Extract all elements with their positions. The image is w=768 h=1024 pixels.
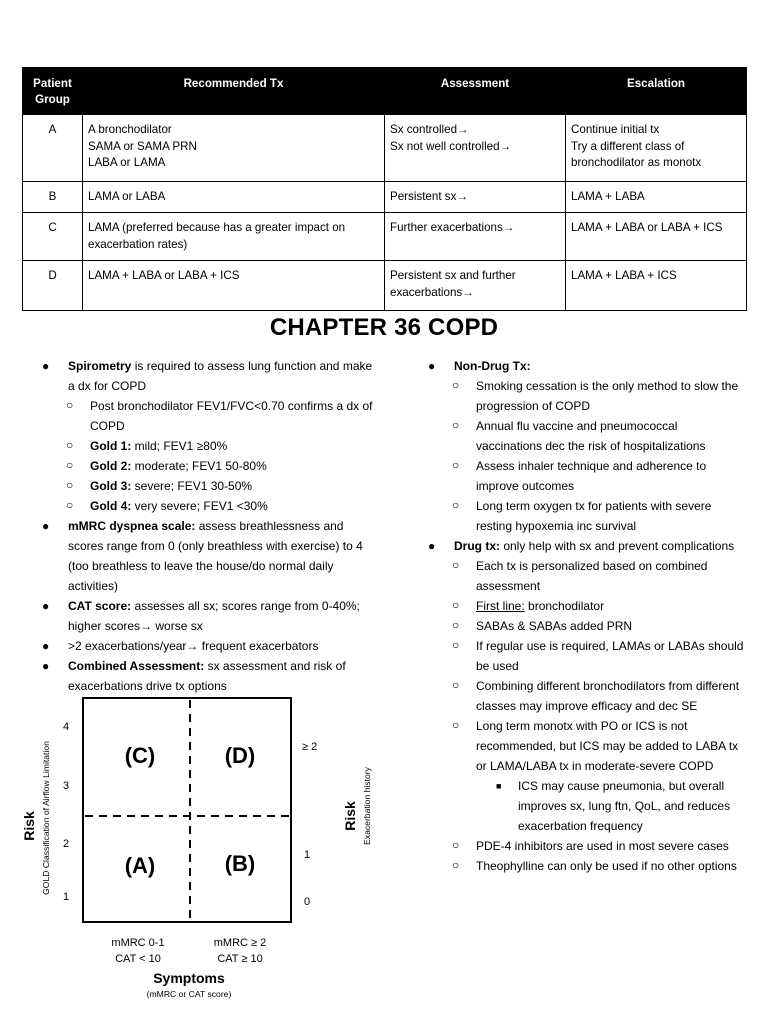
list-item (66, 496, 374, 516)
bullet-icon: ● (42, 519, 50, 533)
list-item (452, 616, 746, 636)
group-cell: B (23, 182, 83, 213)
item-text: Long term oxygen tx for patients with severe resting hypoxemia inc survival (476, 499, 712, 533)
right-bullet-list (428, 356, 746, 876)
term-label: Non-Drug Tx: (454, 359, 531, 373)
left-tick-1: 1 (62, 891, 70, 903)
x-label-col1-line1: mMRC 0-1 (111, 937, 165, 949)
circle-bullet-icon: ○ (452, 858, 460, 872)
group-cell: A (23, 115, 83, 182)
assessment-cell (385, 213, 566, 261)
assessment-line: Sx controlled→ (390, 123, 469, 136)
tx-line: A bronchodilator (88, 123, 172, 136)
assessment-line: Persistent sx→ (390, 190, 468, 203)
tx-line: SAMA or SAMA PRN (88, 139, 197, 153)
list-item (452, 496, 746, 536)
assessment-line: Further exacerbations→ (390, 221, 515, 234)
list-item (496, 776, 746, 836)
circle-bullet-icon: ○ (452, 598, 460, 612)
item-text: is required to assess lung function and make a dx for COPD (68, 359, 373, 393)
right-tick-2plus: ≥ 2 (302, 741, 318, 753)
assessment-line: Persistent sx and further (390, 269, 516, 282)
escalation-line: Try a different class of (571, 139, 685, 153)
list-item (66, 476, 374, 496)
item-text: Smoking cessation is the only method to slow the progression of COPD (476, 379, 739, 413)
escalation-cell (566, 182, 747, 213)
header-recommended-tx: Recommended Tx (83, 68, 385, 115)
tx-line: LAMA or LABA (88, 190, 166, 203)
item-text: assess breathlessness and scores range from 0 (only breathless with exercise) to 4 (too breathless to leave the house/do normal daily activities) (68, 519, 363, 593)
circle-bullet-icon: ○ (452, 558, 460, 572)
assessment-cell (385, 261, 566, 311)
bullet-icon: ● (428, 359, 436, 373)
escalation-cell (566, 115, 747, 182)
table-row (23, 182, 747, 213)
quadrant-a-label: (A) (124, 853, 156, 878)
group-cell: D (23, 261, 83, 311)
circle-bullet-icon: ○ (66, 458, 74, 472)
circle-bullet-icon: ○ (452, 838, 460, 852)
treatment-table (22, 67, 747, 311)
right-column (428, 356, 746, 876)
x-label-col2-line2: CAT ≥ 10 (217, 953, 263, 965)
quadrant-c-label: (C) (124, 743, 156, 768)
quadrant-b-label: (B) (224, 851, 256, 876)
list-item (66, 456, 374, 476)
item-text: assesses all sx; scores range from 0-40%; higher scores→ worse sx (68, 599, 360, 633)
circle-bullet-icon: ○ (66, 498, 74, 512)
right-tick-1: 1 (304, 849, 311, 861)
circle-bullet-icon: ○ (66, 398, 74, 412)
item-text: >2 exacerbations/year→ frequent exacerbators (68, 639, 319, 653)
tx-line: exacerbation rates) (88, 237, 188, 251)
list-item (42, 356, 374, 396)
table-row (23, 261, 747, 311)
circle-bullet-icon: ○ (452, 458, 460, 472)
tx-line: LAMA (preferred because has a greater impact on (88, 221, 346, 234)
list-item (66, 396, 374, 436)
term-label: Gold 3: (90, 479, 132, 493)
left-column (42, 356, 374, 696)
term-label: Drug tx: (454, 539, 500, 553)
item-text: If regular use is required, LAMAs or LABAs should be used (476, 639, 744, 673)
circle-bullet-icon: ○ (66, 438, 74, 452)
item-text: mild; FEV1 ≥80% (131, 439, 228, 453)
escalation-cell (566, 213, 747, 261)
item-text: Post bronchodilator FEV1/FVC<0.70 confirms a dx of COPD (90, 399, 373, 433)
escalation-line: LAMA + LABA (571, 190, 645, 203)
tx-line: LABA or LAMA (88, 156, 166, 169)
item-text: bronchodilator (524, 599, 605, 613)
left-axis-title: Risk (21, 811, 37, 841)
list-item (452, 716, 746, 776)
assessment-cell (385, 182, 566, 213)
list-item (428, 356, 746, 376)
header-escalation: Escalation (566, 68, 747, 115)
item-text: Each tx is personalized based on combined assessment (476, 559, 708, 593)
circle-bullet-icon: ○ (452, 498, 460, 512)
escalation-line: bronchodilator as monotx (571, 156, 702, 169)
bullet-icon: ● (42, 359, 50, 373)
tx-cell (83, 213, 385, 261)
left-axis-subtitle: GOLD Classification of Airflow Limitation (41, 741, 51, 895)
right-tick-0: 0 (304, 896, 311, 908)
bullet-icon: ● (42, 659, 50, 673)
bullet-icon: ● (42, 599, 50, 613)
table-row (23, 115, 747, 182)
term-label: CAT score: (68, 599, 132, 613)
term-label: mMRC dyspnea scale: (68, 519, 196, 533)
assessment-cell (385, 115, 566, 182)
left-bullet-list (42, 356, 374, 696)
list-item (66, 436, 374, 456)
right-axis-subtitle: Exacerbation history (362, 767, 372, 845)
circle-bullet-icon: ○ (452, 638, 460, 652)
item-text: ICS may cause pneumonia, but overall improves sx, lung ftn, QoL, and reduces exacerbation frequency (518, 779, 731, 833)
chapter-title: CHAPTER 36 COPD (269, 314, 499, 341)
circle-bullet-icon: ○ (452, 618, 460, 632)
term-label: Combined Assessment: (68, 659, 205, 673)
escalation-cell (566, 261, 747, 311)
list-item (42, 636, 374, 656)
underlined-term: First line: (476, 599, 525, 613)
header-patient-group: Patient Group (23, 68, 83, 115)
header-assessment: Assessment (385, 68, 566, 115)
gold-assessment-diagram (14, 690, 384, 1010)
left-tick-3: 3 (62, 780, 70, 792)
item-text: Combining different bronchodilators from different classes may improve efficacy and dec SE (476, 679, 740, 713)
item-text: Long term monotx with PO or ICS is not recommended, but ICS may be added to LABA tx or LAMA/LABA tx in moderate-severe COPD (476, 719, 739, 773)
item-text: only help with sx and prevent complications (500, 539, 735, 553)
list-item (452, 856, 746, 876)
tx-cell (83, 182, 385, 213)
assessment-line: exacerbations→ (390, 285, 474, 299)
list-item (42, 516, 374, 596)
item-text: moderate; FEV1 50-80% (131, 459, 267, 473)
right-axis-title: Risk (342, 801, 358, 831)
table-header-row (23, 68, 747, 115)
circle-bullet-icon: ○ (66, 478, 74, 492)
item-text: Theophylline can only be used if no other options (476, 859, 737, 873)
list-item (452, 556, 746, 596)
circle-bullet-icon: ○ (452, 678, 460, 692)
x-axis-title: Symptoms (153, 970, 225, 986)
term-label: Gold 4: (90, 499, 132, 513)
left-tick-4: 4 (62, 721, 70, 733)
list-item (452, 376, 746, 416)
term-label: Gold 1: (90, 439, 132, 453)
x-label-col2-line1: mMRC ≥ 2 (213, 937, 267, 949)
list-item (42, 596, 374, 636)
tx-cell (83, 115, 385, 182)
circle-bullet-icon: ○ (452, 718, 460, 732)
list-item (428, 536, 746, 556)
list-item (452, 636, 746, 676)
table-row (23, 213, 747, 261)
quadrant-d-label: (D) (224, 743, 256, 768)
item-text: very severe; FEV1 <30% (131, 499, 268, 513)
escalation-line: Continue initial tx (571, 123, 660, 136)
circle-bullet-icon: ○ (452, 418, 460, 432)
term-label: Gold 2: (90, 459, 132, 473)
item-text: severe; FEV1 30-50% (131, 479, 253, 493)
tx-line: LAMA + LABA or LABA + ICS (88, 269, 240, 282)
tx-cell (83, 261, 385, 311)
x-label-col1-line2: CAT < 10 (115, 953, 161, 965)
bullet-icon: ● (428, 539, 436, 553)
term-label: Spirometry (68, 359, 132, 373)
item-text: sx assessment and risk of exacerbations drive tx options (68, 659, 346, 693)
escalation-line: LAMA + LABA or LABA + ICS (571, 221, 723, 234)
list-item (452, 456, 746, 496)
escalation-line: LAMA + LABA + ICS (571, 269, 677, 282)
x-axis-subtitle: (mMRC or CAT score) (146, 989, 232, 999)
list-item (452, 416, 746, 456)
bullet-icon: ● (42, 639, 50, 653)
item-text: Assess inhaler technique and adherence to improve outcomes (476, 459, 707, 493)
list-item (452, 676, 746, 716)
assessment-line: Sx not well controlled→ (390, 139, 512, 153)
list-item (452, 836, 746, 856)
item-text: Annual flu vaccine and pneumococcal vaccinations dec the risk of hospitalizations (476, 419, 706, 453)
left-tick-2: 2 (62, 838, 70, 850)
item-text: PDE-4 inhibitors are used in most severe cases (476, 839, 729, 853)
grid-frame (83, 698, 291, 922)
group-cell: C (23, 213, 83, 261)
item-text: SABAs & SABAs added PRN (476, 619, 633, 633)
circle-bullet-icon: ○ (452, 378, 460, 392)
list-item (452, 596, 746, 616)
square-bullet-icon: ■ (496, 781, 502, 791)
